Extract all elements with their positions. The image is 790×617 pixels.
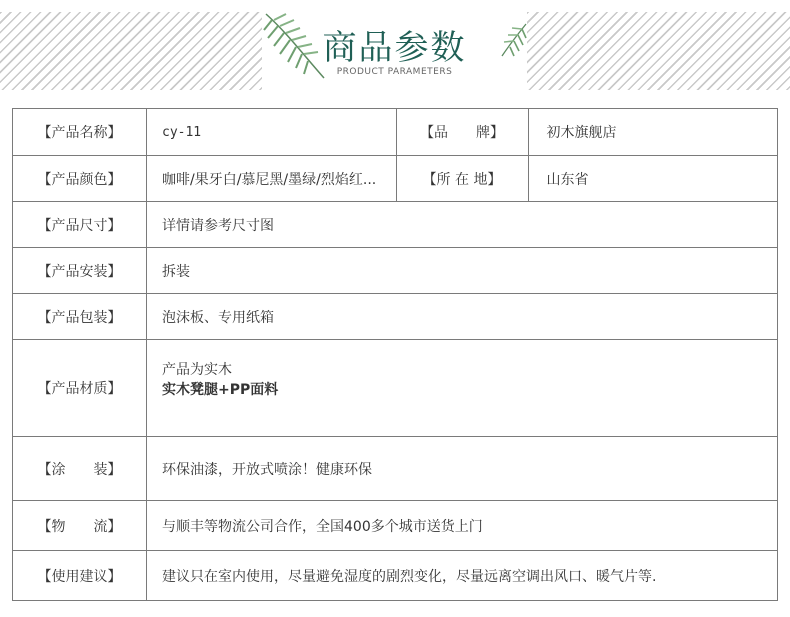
table-row	[13, 437, 778, 501]
param-label-brand: 【品 牌】	[396, 109, 528, 156]
param-label-coating: 【涂 装】	[13, 437, 147, 501]
param-label-size: 【产品尺寸】	[13, 202, 147, 248]
param-label-location: 【所 在 地】	[396, 156, 528, 202]
header-stripes-left	[0, 12, 262, 90]
param-value-color: 咖啡/果牙白/慕尼黑/墨绿/烈焰红...	[147, 156, 397, 202]
param-label-install: 【产品安装】	[13, 248, 147, 294]
table-row	[13, 109, 778, 156]
page-title: 商品参数	[322, 28, 467, 68]
table-row	[13, 551, 778, 601]
material-line-1: 产品为实木	[162, 362, 232, 378]
param-value-package: 泡沫板、专用纸箱	[147, 294, 778, 340]
param-value-coating: 环保油漆，开放式喷涂！健康环保	[147, 437, 778, 501]
table-row	[13, 248, 778, 294]
header-stripes-right	[527, 12, 790, 90]
table-row	[13, 202, 778, 248]
param-label-logistics: 【物 流】	[13, 501, 147, 551]
table-row	[13, 156, 778, 202]
table-row	[13, 294, 778, 340]
param-value-install: 拆装	[147, 248, 778, 294]
page-subtitle: PRODUCT PARAMETERS	[336, 67, 453, 77]
material-line-2: 实木凳腿+PP面料	[162, 382, 279, 398]
table-row	[13, 340, 778, 437]
param-value-name	[147, 109, 397, 156]
header-title-block	[262, 0, 527, 100]
param-value-brand: 初木旗舰店	[528, 109, 778, 156]
product-parameters-table	[12, 108, 778, 601]
table-row	[13, 501, 778, 551]
param-value-usage: 建议只在室内使用，尽量避免湿度的剧烈变化，尽量远离空调出风口、暖气片等.	[147, 551, 778, 601]
param-label-usage: 【使用建议】	[13, 551, 147, 601]
param-value-name-text: cy-11	[162, 125, 202, 140]
param-label-color: 【产品颜色】	[13, 156, 147, 202]
param-label-package: 【产品包装】	[13, 294, 147, 340]
param-label-material: 【产品材质】	[13, 340, 147, 437]
param-value-location: 山东省	[528, 156, 778, 202]
param-value-logistics: 与顺丰等物流公司合作，全国400多个城市送货上门	[147, 501, 778, 551]
param-value-material	[147, 340, 778, 437]
param-label-name: 【产品名称】	[13, 109, 147, 156]
param-value-size: 详情请参考尺寸图	[147, 202, 778, 248]
